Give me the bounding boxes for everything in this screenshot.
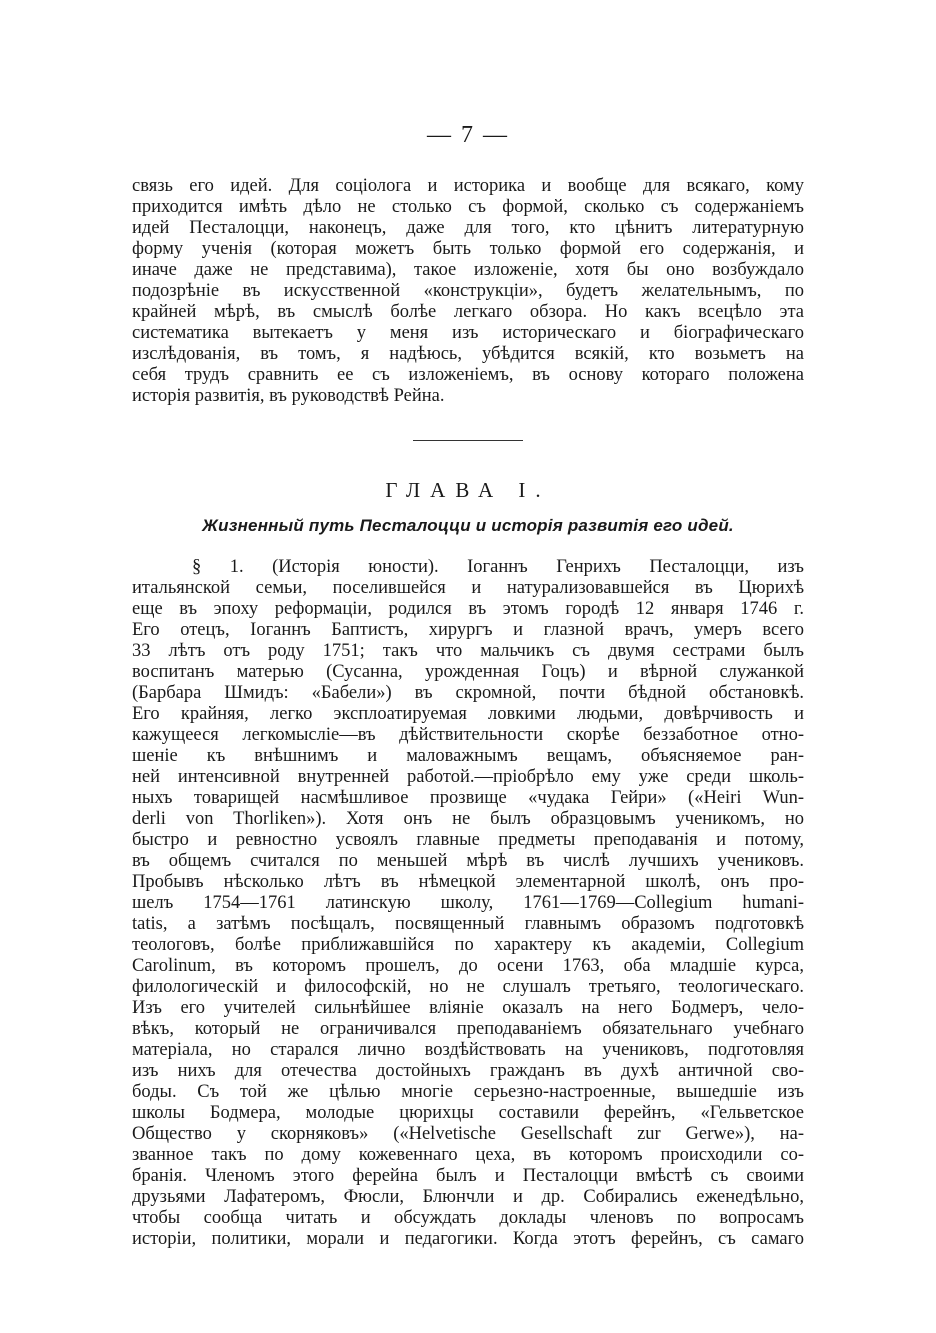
text-line: боды. Съ той же цѣлью многіе серьезно-настроенные, вышедшіе изъ [132, 1082, 804, 1102]
text-line: теологовъ, болѣе приближавшійся по характеру къ академіи, Collegium [132, 935, 804, 955]
text-line: tatis, а затѣмъ посѣщалъ, посвященный главнымъ образомъ подготовкѣ [132, 914, 804, 934]
text-line: школы Бодмера, молодые цюрихцы составили ферейнъ, «Гельветское [132, 1103, 804, 1123]
text-line: (Барбара Шмидъ: «Бабели») въ скромной, почти бѣдной обстановкѣ. [132, 683, 804, 703]
text-line: иначе даже не представима), такое изложеніе, хотя бы оно возбуждало [132, 260, 804, 280]
text-line: бранія. Членомъ этого ферейна былъ и Песталоцци вмѣстѣ съ своими [132, 1166, 804, 1186]
intro-paragraph [132, 176, 804, 407]
text-line: быстро и ревностно усвоялъ главные предметы преподаванія и потому, [132, 830, 804, 850]
text-line: въ общемъ считался по меньшей мѣрѣ въ числѣ лучшихъ учениковъ. [132, 851, 804, 871]
chapter-subtitle: Жизненный путь Песталоцци и исторія развитія его идей. [202, 516, 734, 535]
text-line: изслѣдованія, въ томъ, я надѣюсь, убѣдится всякій, кто возьметъ на [132, 344, 804, 364]
text-line: Пробывъ нѣсколько лѣтъ въ нѣмецкой элементарной школѣ, онъ про- [132, 872, 804, 892]
text-line: филологическій и философскій, но не слушалъ третьяго, теологическаго. [132, 977, 804, 997]
text-line: вѣкъ, который не ограничивался преподаваніемъ обязательнаго учебнаго [132, 1019, 804, 1039]
text-line: подозрѣніе въ искусственной «конструкціи», будетъ желательнымъ, по [132, 281, 804, 301]
text-line: еще въ эпоху реформаціи, родился въ этомъ городѣ 12 января 1746 г. [132, 599, 804, 619]
section-separator [413, 440, 523, 441]
text-line: Его отецъ, Іоганнъ Баптистъ, хирургъ и глазной врачъ, умеръ всего [132, 620, 804, 640]
text-line: derli von Thorliken»). Хотя онъ не былъ образцовымъ ученикомъ, но [132, 809, 804, 829]
text-line: ныхъ товарищей насмѣшливое прозвище «чудака Гейри» («Heiri Wun- [132, 788, 804, 808]
text-line: Его крайняя, легко эксплоатируемая ловкими людьми, довѣрчивость и [132, 704, 804, 724]
page-number: — 7 — [427, 122, 509, 148]
text-line: итальянской семьи, поселившейся и натурализовавшейся въ Цюрихѣ [132, 578, 804, 598]
text-line: шеніе къ внѣшнимъ и маловажнымъ вещамъ, объясняемое ран- [132, 746, 804, 766]
text-line: крайней мѣрѣ, въ смыслѣ болѣе легкаго обзора. Но какъ всецѣло эта [132, 302, 804, 322]
text-line: исторія развитія, въ руководствѣ Рейна. [132, 386, 445, 406]
chapter-heading: ГЛАВА I. [385, 478, 551, 502]
text-line: себя трудъ сравнить ее съ изложеніемъ, въ основу котораго положена [132, 365, 804, 385]
text-line: Carolinum, въ которомъ прошелъ, до осени 1763, оба младшіе курса, [132, 956, 804, 976]
text-line: приходится имѣть дѣло не столько съ формой, сколько съ содержаніемъ [132, 197, 804, 217]
text-line: идей Песталоцци, наконецъ, даже для того, кто цѣнитъ литературную [132, 218, 804, 238]
text-line: исторіи, политики, морали и педагогики. Когда этотъ ферейнъ, съ самаго [132, 1229, 804, 1249]
text-line: друзьями Лафатеромъ, Фюсли, Блюнчли и др. Собирались еженедѣльно, [132, 1187, 804, 1207]
text-line: 33 лѣтъ отъ роду 1751; такъ что мальчикъ съ двумя сестрами былъ [132, 641, 804, 661]
text-line: шелъ 1754—1761 латинскую школу, 1761—1769—Collegium humani- [132, 893, 804, 913]
text-line: воспитанъ матерью (Сусанна, урожденная Гоцъ) и вѣрной служанкой [132, 662, 804, 682]
text-line: § 1. (Исторія юности). Іоганнъ Генрихъ Песталоцци, изъ [192, 557, 804, 577]
text-line: изъ нихъ для отечества достойныхъ гражданъ въ духѣ античной сво- [132, 1061, 804, 1081]
text-line: систематика вытекаетъ у меня изъ историческаго и біографическаго [132, 323, 804, 343]
text-line: ней интенсивной внутренней работой.—пріобрѣло ему уже среди школь- [132, 767, 804, 787]
text-line: связь его идей. Для соціолога и историка и вообще для всякаго, кому [132, 176, 804, 196]
text-line: матеріала, но старался лично воздѣйствовать на учениковъ, подготовляя [132, 1040, 804, 1060]
text-line: кажущееся легкомысліе—въ дѣйствительности скорѣе беззаботное отно- [132, 725, 804, 745]
text-line: форму ученія (которая можетъ быть только формой его содержанія, и [132, 239, 804, 259]
text-line: чтобы сообща читать и обсуждать доклады членовъ по вопросамъ [132, 1208, 804, 1228]
text-line: званное такъ по дому кожевеннаго цеха, въ которомъ происходили со- [132, 1145, 804, 1165]
text-line: Общество у скорняковъ» («Helvetische Gesellschaft zur Gerwe»), на- [132, 1124, 804, 1144]
text-line: Изъ его учителей сильнѣйшее вліяніе оказалъ на него Бодмеръ, чело- [132, 998, 804, 1018]
body-paragraph [132, 557, 804, 1250]
